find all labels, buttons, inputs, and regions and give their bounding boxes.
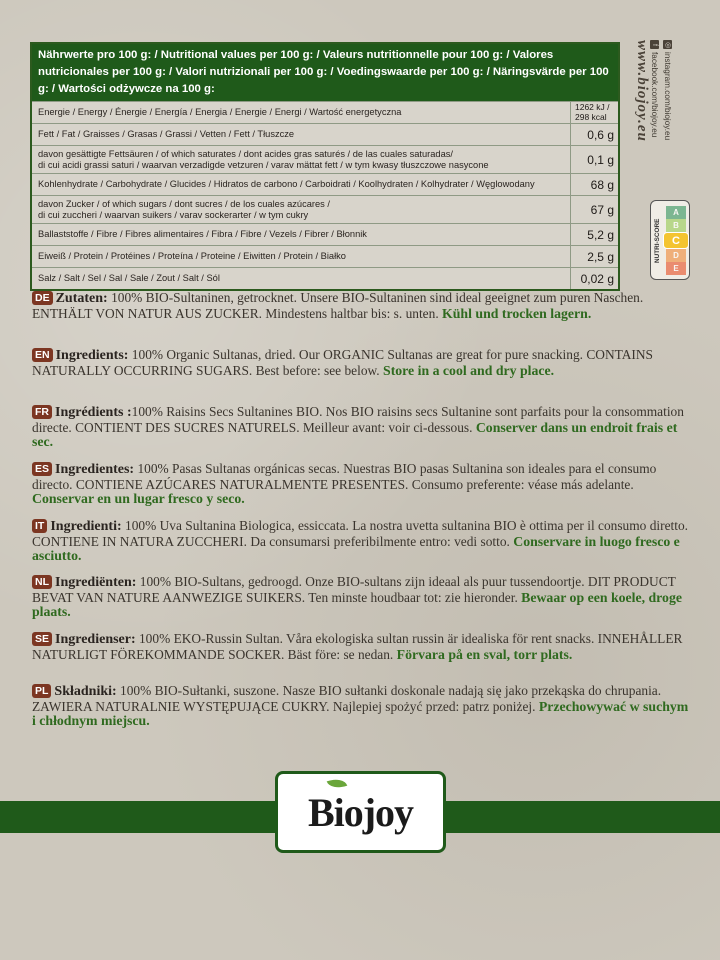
language-badge: NL [32, 575, 52, 589]
language-badge: IT [32, 519, 47, 533]
ingredients-heading: Ingredienser: [55, 632, 136, 647]
nutri-score-grade: C [663, 232, 689, 249]
nutrient-label [32, 146, 570, 173]
ingredients-paragraph [32, 462, 692, 507]
nutrient-value-line: 0,6 g [587, 127, 614, 142]
ingredients-text: 100% BIO-Sułtanki, suszone. Nasze BIO sułtanki doskonale nadają się jako przekąska do chrupania. ZAWIERA NATURALNIE WYSTĘPUJĄCE CUKRY. Najlepiej spożyć przed: patrz poniżej. [32, 683, 662, 714]
ingredients-paragraph [32, 405, 692, 450]
storage-instruction: Kühl und trocken lagern. [442, 305, 592, 321]
nutrient-label-line: Salz / Salt / Sel / Sal / Sale / Zout / Salt / Sól [38, 273, 220, 284]
nutrition-row [32, 223, 618, 245]
social-links [650, 40, 710, 200]
nutrient-label [32, 268, 570, 289]
nutrient-label-line: davon gesättigte Fettsäuren / of which saturates / dont acides gras saturés / de las cuales saturadas/ [38, 149, 453, 159]
brand-url-vertical: www.biojoy.eu [634, 40, 650, 142]
language-badge: ES [32, 462, 52, 476]
nutrient-label [32, 224, 570, 245]
nutrition-row [32, 245, 618, 267]
nutrient-value [570, 196, 618, 223]
nutrient-label-line: di cui acidi grassi saturi / waarvan verzadigde vetzuren / varav mättat fett / w tym kwasy tłuszczowe nasycone [38, 159, 489, 170]
language-badge: SE [32, 632, 52, 646]
nutrient-value-line: 298 kcal [575, 111, 607, 122]
nutrient-value [570, 124, 618, 145]
nutrient-label-line: Eiweiß / Protein / Protéines / Proteína / Proteine / Eiwitten / Protein / Białko [38, 251, 346, 262]
nutrition-row [32, 195, 618, 223]
ingredients-heading: Ingredientes: [55, 462, 135, 477]
facebook-text: facebook.com/biojoy.eu [650, 52, 659, 138]
facebook-link [650, 40, 659, 137]
nutrient-value [570, 102, 618, 123]
nutrient-label [32, 102, 570, 123]
nutrient-label-line: Ballaststoffe / Fibre / Fibres alimentaires / Fibra / Fibre / Vezels / Fibrer / Błonnik [38, 229, 367, 240]
ingredients-it [32, 519, 692, 564]
biojoy-logo [275, 771, 446, 853]
nutrition-table [30, 42, 620, 291]
language-badge: PL [32, 684, 51, 698]
nutrient-value-line: 5,2 g [587, 227, 614, 242]
nutri-score-grade: D [666, 249, 686, 262]
ingredients-de [32, 291, 692, 321]
nutrient-value-line: 67 g [590, 202, 614, 217]
nutri-score-badge [650, 200, 690, 280]
ingredients-paragraph [32, 291, 692, 321]
ingredients-paragraph [32, 575, 692, 620]
nutrient-value [570, 174, 618, 195]
nutri-score-scale [666, 206, 686, 275]
nutrient-value-line: 68 g [590, 177, 614, 192]
ingredients-heading: Zutaten: [55, 291, 108, 306]
nutrition-row [32, 173, 618, 195]
nutri-score-grade: A [666, 206, 686, 219]
ingredients-se [32, 632, 692, 662]
ingredients-paragraph [32, 632, 692, 662]
ingredients-text: 100% Raisins Secs Sultanines BIO. Nos BIO raisins secs Sultanine sont parfaits pour la consommation directe. CONTIENT DES SUCRES NATURELS. Meilleur avant: voir ci-dessous. [32, 404, 684, 435]
ingredients-pl [32, 684, 692, 729]
ingredients-heading: Ingredienti: [50, 519, 122, 534]
nutrition-row [32, 101, 618, 123]
nutrient-value [570, 246, 618, 267]
ingredients-es [32, 462, 692, 507]
nutrition-row [32, 123, 618, 145]
ingredients-text: 100% Organic Sultanas, dried. Our ORGANIC Sultanas are great for pure snacking. CONTAINS NATURALLY OCCURRING SUGARS. Best before: see below. [32, 347, 653, 378]
ingredients-en [32, 348, 692, 378]
nutrient-label [32, 124, 570, 145]
nutrient-value-line: 0,1 g [587, 152, 614, 167]
nutri-score-label: NUTRI-SCORE [654, 218, 661, 264]
storage-instruction: Conservare in luogo fresco e asciutto. [32, 533, 680, 564]
facebook-icon: f [650, 40, 659, 49]
ingredients-text: 100% Pasas Sultanas orgánicas secas. Nuestras BIO pasas Sultanina son ideales para el consumo directo. CONTIENE AZÚCARES NATURALMENTE PRESENTES. Consumo preferente: véase más adelante. [32, 461, 657, 492]
nutri-score-grade: B [666, 219, 686, 232]
storage-instruction: Przechowywać w suchym i chłodnym miejscu. [32, 698, 689, 729]
storage-instruction: Conserver dans un endroit frais et sec. [32, 419, 678, 450]
nutrient-value-line: 1262 kJ / [575, 102, 610, 112]
nutrient-label [32, 174, 570, 195]
nutrient-label-line: Kohlenhydrate / Carbohydrate / Glucides / Hidratos de carbono / Carboidrati / Koolhydraten / Kolhydrater / Węglowodany [38, 179, 535, 190]
nutrient-value-line: 2,5 g [587, 249, 614, 264]
nutrient-value [570, 224, 618, 245]
ingredients-text: 100% BIO-Sultaninen, getrocknet. Unsere BIO-Sultaninen sind ideal geeignet zum puren Naschen. ENTHÄLT VON NATUR AUS ZUCKER. Mindestens haltbar bis: s. unten. [32, 290, 644, 321]
ingredients-text: 100% EKO-Russin Sultan. Våra ekologiska sultan russin är idealiska för rent snacks. INNEHÅLLER NATURLIGT FÖREKOMMANDE SOCKER. Bäst före: se nedan. [32, 631, 683, 662]
nutrition-row [32, 145, 618, 173]
ingredients-paragraph [32, 519, 692, 564]
ingredients-text: 100% BIO-Sultans, gedroogd. Onze BIO-sultans zijn ideaal als puur tussendoortje. DIT PRODUCT BEVAT VAN NATURE AANWEZIGE SUIKERS. Ten minste houdbaar tot: zie hieronder. [32, 574, 676, 605]
language-badge: FR [32, 405, 52, 419]
nutri-score-grade: E [666, 262, 686, 275]
storage-instruction: Förvara på en sval, torr plats. [396, 646, 573, 662]
ingredients-heading: Ingredients: [55, 348, 129, 363]
nutrient-value-line: 0,02 g [580, 271, 614, 286]
instagram-icon: ◎ [664, 40, 671, 49]
nutrition-header: Nährwerte pro 100 g: / Nutritional values per 100 g: / Valeurs nutritionnelle pour 100 g: / Valores nutricionales per 100 g: / Valori nutrizionali per 100 g: / Voedingswaarde per 100 g: / Näringsvärde per 100 g: / Wartości odżywcze na 100 g: [32, 44, 618, 101]
nutrient-label-line: Energie / Energy / Énergie / Energía / Energia / Energie / Energi / Wartość energetyczna [38, 107, 402, 118]
nutrient-label [32, 246, 570, 267]
storage-instruction: Bewaar op een koele, droge plaats. [32, 589, 682, 620]
ingredients-nl [32, 575, 692, 620]
language-badge: DE [32, 291, 53, 305]
nutrient-label [32, 196, 570, 223]
ingredients-paragraph [32, 684, 692, 729]
storage-instruction: Store in a cool and dry place. [383, 362, 555, 378]
logo-text: Biojoy [307, 789, 414, 835]
ingredients-heading: Ingrédients : [55, 405, 132, 420]
ingredients-paragraph [32, 348, 692, 378]
nutrient-label-line: davon Zucker / of which sugars / dont sucres / de los cuales azúcares / [38, 199, 330, 209]
ingredients-heading: Składniki: [54, 684, 117, 699]
instagram-link [663, 40, 672, 140]
instagram-text: instagram.com/biojoy.eu [663, 52, 672, 141]
ingredients-text: 100% Uva Sultanina Biologica, essiccata. La nostra uvetta sultanina BIO è ottima per il consumo diretto. CONTIENE IN NATURA ZUCCHERI. Da consumarsi preferibilmente entro: vedi sotto. [32, 518, 689, 549]
nutrient-label-line: di cui zuccheri / waarvan suikers / varav sockerarter / w tym cukry [38, 209, 309, 220]
ingredients-fr [32, 405, 692, 450]
storage-instruction: Conservar en un lugar fresco y seco. [32, 491, 245, 507]
nutrient-value [570, 146, 618, 173]
language-badge: EN [32, 348, 53, 362]
nutrient-label-line: Fett / Fat / Graisses / Grasas / Grassi / Vetten / Fett / Tłuszcze [38, 129, 295, 140]
nutrition-row [32, 267, 618, 289]
ingredients-heading: Ingrediënten: [55, 575, 137, 590]
nutrient-value [570, 268, 618, 289]
